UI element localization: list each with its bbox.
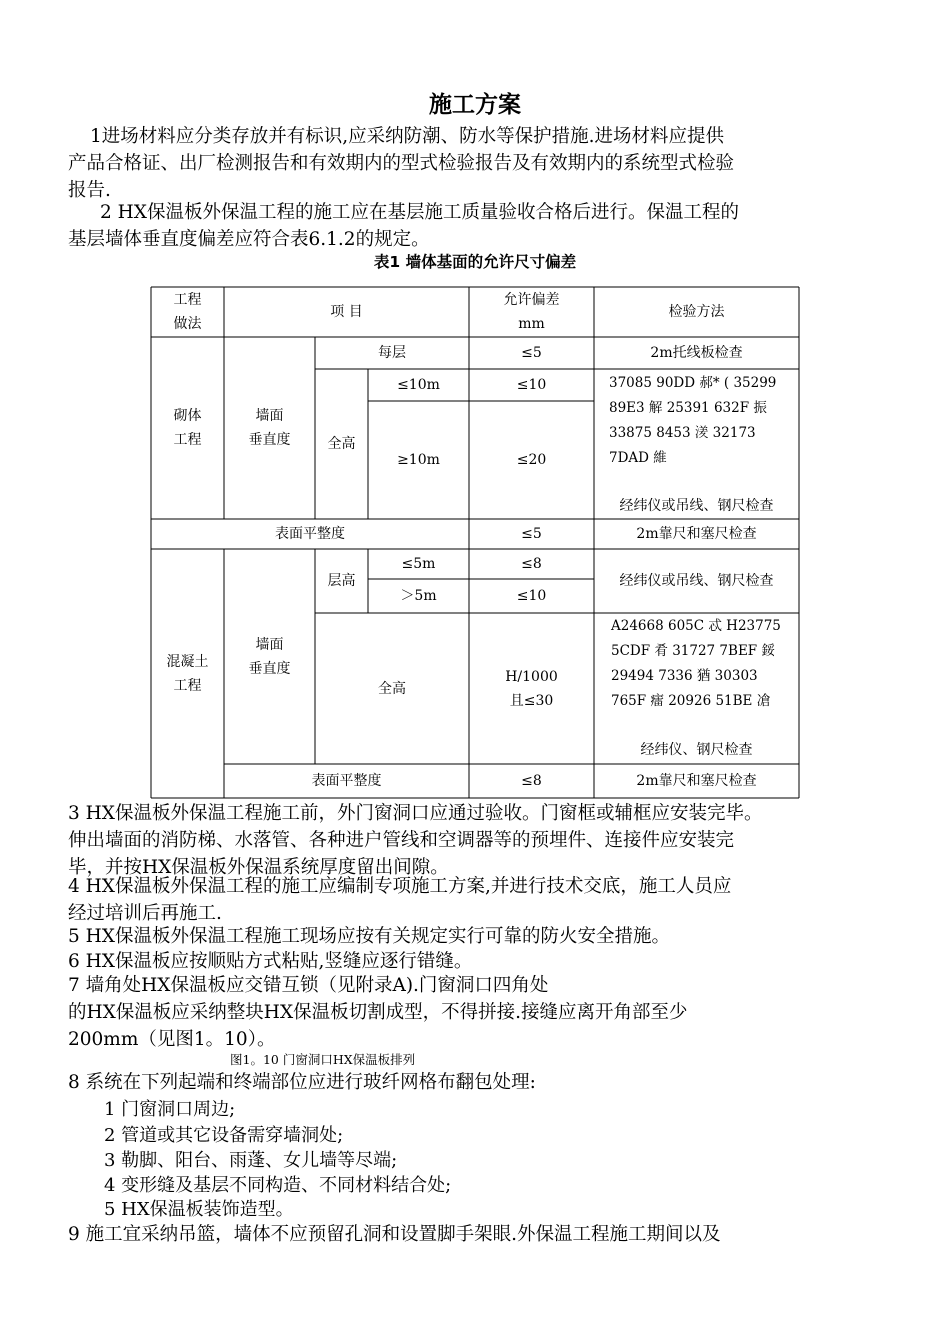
text-line: 3 HX保温板外保温工程施工前，外门窗洞口应通过验收。门窗框或辅框应安装完毕。 xyxy=(68,803,763,824)
masonry-height-over-10m-tolerance: ≤20 xyxy=(516,452,547,468)
masonry-flatness-method: 2m靠尺和塞尺检查 xyxy=(636,526,757,542)
figure-caption: 图1。10 门窗洞口HX保温板排列 xyxy=(230,1052,416,1067)
text-line: 产品合格证、出厂检测报告和有效期内的型式检验报告及有效期内的系统型式检验 xyxy=(68,153,735,174)
list-item: 3 勒脚、阳台、雨蓬、女儿墙等尽端; xyxy=(104,1150,398,1171)
text-line: 毕，并按HX保温板外保温系统厚度留出间隙。 xyxy=(68,857,449,878)
header-line: 允许偏差 xyxy=(503,292,560,308)
concrete-floor-over-5m-tolerance: ≤10 xyxy=(516,588,547,604)
garbled-line: 765F 癗 20926 51BE 凔 xyxy=(611,693,771,709)
concrete-flatness-method: 2m靠尺和塞尺检查 xyxy=(636,773,757,789)
paragraph-6: 6 HX保温板应按顺贴方式粘贴,竖缝应逐行错缝。 xyxy=(68,951,473,972)
concrete-full-height: 全高 xyxy=(378,680,406,697)
text-line: 报告. xyxy=(68,180,111,201)
text-line: 1进场材料应分类存放并有标识,应采纳防潮、防水等保护措施.进场材料应提供 xyxy=(90,126,725,147)
header-method-category xyxy=(151,287,224,337)
garbled-line: 7DAD 維 xyxy=(609,450,667,466)
header-line: mm xyxy=(518,316,545,332)
masonry-label xyxy=(151,337,224,519)
masonry-height-over-10m: ≥10m xyxy=(397,452,440,468)
text-line: 经过培训后再施工. xyxy=(68,903,222,924)
cell-line: 墙面 xyxy=(255,408,284,424)
garbled-line: 29494 7336 猶 30303 xyxy=(611,668,758,684)
masonry-per-floor-tolerance: ≤5 xyxy=(521,345,542,361)
paragraph-9: 9 施工宜采纳吊篮，墙体不应预留孔洞和设置脚手架眼.外保温工程施工期间以及 xyxy=(68,1224,721,1245)
table-caption: 表1 墙体基面的允许尺寸偏差 xyxy=(373,253,577,271)
masonry-garbled-text xyxy=(609,371,776,471)
header-inspection-method: 检验方法 xyxy=(668,304,725,320)
masonry-height-under-10m-tolerance: ≤10 xyxy=(516,377,547,393)
list-item: 4 变形缝及基层不同构造、不同材料结合处; xyxy=(104,1175,452,1196)
masonry-flatness: 表面平整度 xyxy=(275,526,345,542)
concrete-floor-under-5m-tolerance: ≤8 xyxy=(521,556,542,572)
garbled-line: 5CDF 肴 31727 7BEF 鋖 xyxy=(611,643,775,659)
cell-line: 且≤30 xyxy=(509,692,554,709)
cell-line: 砌体 xyxy=(173,408,202,424)
paragraph-5: 5 HX保温板外保温工程施工现场应按有关规定实行可靠的防火安全措施。 xyxy=(68,926,670,947)
cell-line: 垂直度 xyxy=(248,432,291,448)
header-line: 工程 xyxy=(173,292,202,308)
concrete-flatness-tolerance: ≤8 xyxy=(521,773,542,789)
paragraph-3 xyxy=(68,800,762,881)
paragraph-1 xyxy=(68,123,734,204)
garbled-line: 37085 90DD 郝* ( 35299 xyxy=(609,375,777,391)
text-line: 4 HX保温板外保温工程的施工应编制专项施工方案,并进行技术交底，施工人员应 xyxy=(68,876,732,897)
masonry-full-height: 全高 xyxy=(327,436,356,452)
masonry-verticality-label xyxy=(224,337,315,519)
concrete-label xyxy=(151,549,224,798)
concrete-full-height-tolerance xyxy=(469,613,594,764)
concrete-garbled-text xyxy=(611,614,781,714)
document-title: 施工方案 xyxy=(429,91,521,118)
cell-line: 工程 xyxy=(173,677,202,694)
garbled-line: A24668 605C 忒 H23775 xyxy=(611,618,781,634)
cell-line: 混凝土 xyxy=(166,653,209,670)
header-item: 项 目 xyxy=(330,304,363,320)
header-line: 做法 xyxy=(173,316,202,332)
paragraph-2 xyxy=(68,199,739,253)
paragraph-7 xyxy=(68,972,688,1053)
text-line: 7 墙角处HX保温板应交错互锁（见附录A).门窗洞口四角处 xyxy=(68,975,549,996)
concrete-verticality-label xyxy=(224,549,315,764)
masonry-per-floor: 每层 xyxy=(378,345,406,361)
concrete-flatness: 表面平整度 xyxy=(311,773,382,789)
text-line: 2 HX保温板外保温工程的施工应在基层施工质量验收合格后进行。保温工程的 xyxy=(100,202,739,223)
cell-line: H/1000 xyxy=(505,668,558,685)
text-line: 200mm（见图1。10）。 xyxy=(68,1029,276,1050)
concrete-floor-under-5m: ≤5m xyxy=(401,556,436,572)
garbled-line: 89E3 解 25391 632F 振 xyxy=(609,400,767,416)
paragraph-8: 8 系统在下列起端和终端部位应进行玻纤网格布翻包处理: xyxy=(68,1072,536,1093)
cell-line: 垂直度 xyxy=(248,661,291,677)
concrete-floor-method: 经纬仪或吊线、钢尺检查 xyxy=(619,573,774,589)
text-line: 基层墙体垂直度偏差应符合表6.1.2的规定。 xyxy=(68,229,430,250)
masonry-per-floor-method: 2m托线板检查 xyxy=(650,345,743,361)
paragraph-4 xyxy=(68,873,731,927)
concrete-floor-over-5m: ＞5m xyxy=(400,588,437,604)
list-item: 5 HX保温板装饰造型。 xyxy=(104,1199,294,1220)
concrete-full-height-method: 经纬仪、钢尺检查 xyxy=(640,742,753,758)
concrete-floor-height: 层高 xyxy=(327,573,356,589)
cell-line: 工程 xyxy=(173,432,202,448)
garbled-line: 33875 8453 湵 32173 xyxy=(609,425,756,441)
list-item: 1 门窗洞口周边; xyxy=(104,1099,236,1120)
cell-line: 墙面 xyxy=(255,637,284,653)
header-tolerance xyxy=(469,287,594,337)
text-line: 的HX保温板应采纳整块HX保温板切割成型，不得拼接.接缝应离开角部至少 xyxy=(68,1002,688,1023)
list-item: 2 管道或其它设备需穿墙洞处; xyxy=(104,1125,344,1146)
text-line: 伸出墙面的消防梯、水落管、各种进户管线和空调器等的预埋件、连接件应安装完 xyxy=(68,830,735,851)
masonry-flatness-tolerance: ≤5 xyxy=(521,526,542,542)
masonry-full-height-method: 经纬仪或吊线、钢尺检查 xyxy=(619,498,774,514)
masonry-height-under-10m: ≤10m xyxy=(397,377,440,393)
